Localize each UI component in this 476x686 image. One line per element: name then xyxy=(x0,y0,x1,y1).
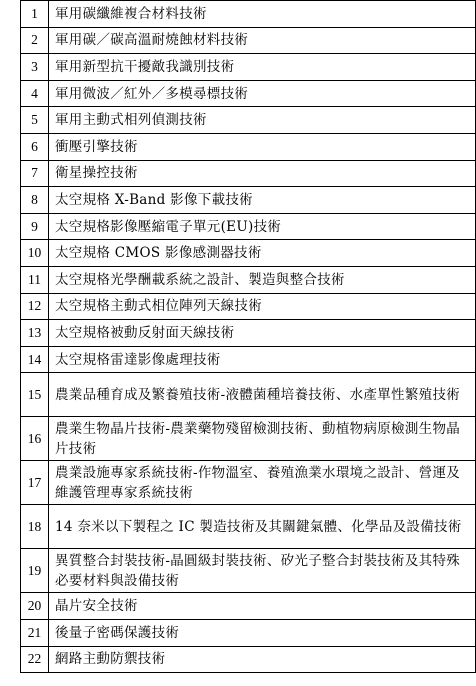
table-row xyxy=(21,213,476,240)
row-number: 17 xyxy=(21,461,49,505)
row-number: 11 xyxy=(21,266,49,293)
technology-name: 軍用新型抗干擾敵我識別技術 xyxy=(49,54,476,81)
row-number: 2 xyxy=(21,27,49,54)
table-row xyxy=(21,293,476,320)
table-row xyxy=(21,619,476,646)
row-number: 20 xyxy=(21,593,49,620)
technology-name: 衝壓引擎技術 xyxy=(49,133,476,160)
row-number: 9 xyxy=(21,213,49,240)
technology-name: 軍用微波／紅外／多模尋標技術 xyxy=(49,80,476,107)
row-number: 3 xyxy=(21,54,49,81)
technology-name: 農業品種育成及繁養殖技術-液體菌種培養技術、水產單性繁殖技術 xyxy=(49,373,476,417)
table-row xyxy=(21,27,476,54)
table-row xyxy=(21,373,476,417)
table-row xyxy=(21,1,476,28)
row-number: 13 xyxy=(21,320,49,347)
technology-name: 太空規格影像壓縮電子單元(EU)技術 xyxy=(49,213,476,240)
technology-name: 太空規格 CMOS 影像感測器技術 xyxy=(49,240,476,267)
row-number: 8 xyxy=(21,187,49,214)
table-row xyxy=(21,133,476,160)
technology-name: 太空規格雷達影像處理技術 xyxy=(49,346,476,373)
technology-name: 軍用碳／碳高溫耐燒蝕材料技術 xyxy=(49,27,476,54)
table-row xyxy=(21,240,476,267)
table-row xyxy=(21,549,476,593)
row-number: 10 xyxy=(21,240,49,267)
row-number: 15 xyxy=(21,373,49,417)
table-row xyxy=(21,346,476,373)
technology-name: 農業設施專家系統技術-作物溫室、養殖漁業水環境之設計、營運及維護管理專家系統技術 xyxy=(49,461,476,505)
document-page xyxy=(20,0,476,673)
row-number: 5 xyxy=(21,107,49,134)
table-row xyxy=(21,160,476,187)
technology-name: 太空規格被動反射面天線技術 xyxy=(49,320,476,347)
table-row xyxy=(21,266,476,293)
row-number: 21 xyxy=(21,619,49,646)
row-number: 7 xyxy=(21,160,49,187)
table-row xyxy=(21,505,476,549)
technology-name: 異質整合封裝技術-晶圓級封裝技術、矽光子整合封裝技術及其特殊必要材料與設備技術 xyxy=(49,549,476,593)
row-number: 18 xyxy=(21,505,49,549)
table-row xyxy=(21,593,476,620)
row-number: 16 xyxy=(21,417,49,461)
technology-name: 衛星操控技術 xyxy=(49,160,476,187)
row-number: 6 xyxy=(21,133,49,160)
row-number: 14 xyxy=(21,346,49,373)
technology-name: 農業生物晶片技術-農業藥物殘留檢測技術、動植物病原檢測生物晶片技術 xyxy=(49,417,476,461)
row-number: 22 xyxy=(21,646,49,673)
table-row xyxy=(21,54,476,81)
table-row xyxy=(21,187,476,214)
table-row xyxy=(21,417,476,461)
technology-list-table xyxy=(20,0,476,673)
table-row xyxy=(21,646,476,673)
technology-name: 太空規格主動式相位陣列天線技術 xyxy=(49,293,476,320)
technology-name: 後量子密碼保護技術 xyxy=(49,619,476,646)
row-number: 19 xyxy=(21,549,49,593)
technology-name: 晶片安全技術 xyxy=(49,593,476,620)
table-row xyxy=(21,461,476,505)
technology-name: 太空規格光學酬載系統之設計、製造與整合技術 xyxy=(49,266,476,293)
technology-name: 14 奈米以下製程之 IC 製造技術及其關鍵氣體、化學品及設備技術 xyxy=(49,505,476,549)
technology-name: 軍用主動式相列偵測技術 xyxy=(49,107,476,134)
row-number: 4 xyxy=(21,80,49,107)
technology-name: 網路主動防禦技術 xyxy=(49,646,476,673)
technology-name: 軍用碳纖維複合材料技術 xyxy=(49,1,476,28)
table-row xyxy=(21,320,476,347)
table-row xyxy=(21,107,476,134)
technology-name: 太空規格 X-Band 影像下載技術 xyxy=(49,187,476,214)
table-row xyxy=(21,80,476,107)
row-number: 12 xyxy=(21,293,49,320)
row-number: 1 xyxy=(21,1,49,28)
